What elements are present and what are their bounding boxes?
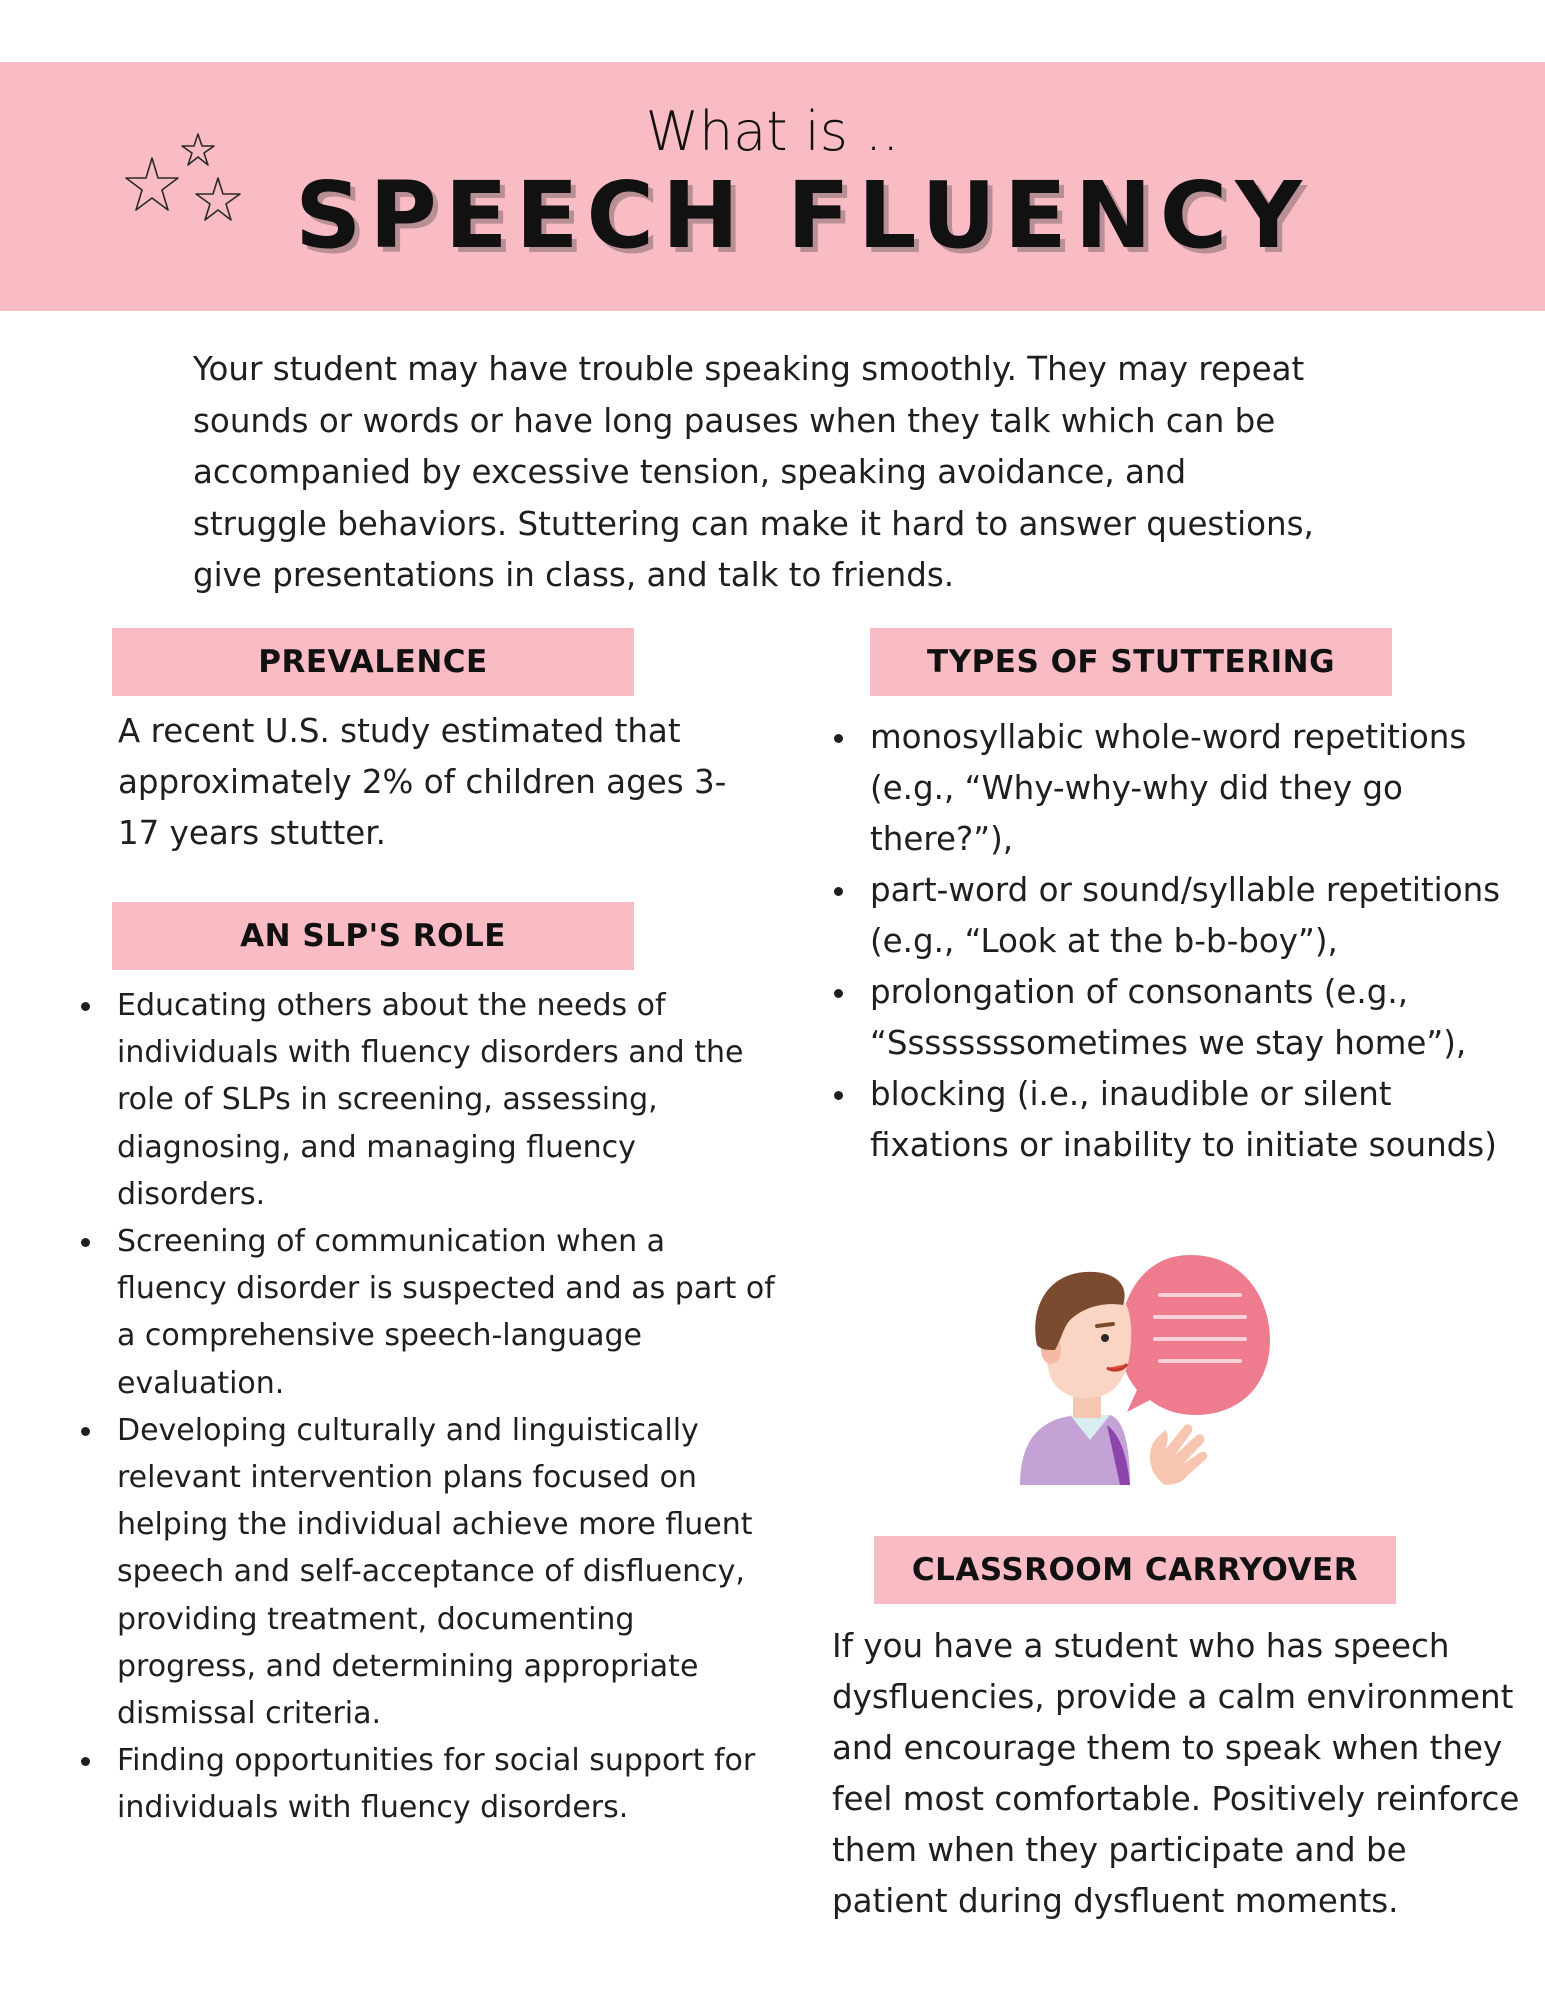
list-item: Developing culturally and linguistically relevant intervention plans focused on helping the individual achieve more fluent speech and self-acceptance of disfluency, providing treatment, documenting progress, and determining appropriate dismissal criteria. (81, 1407, 781, 1737)
slp-role-list (81, 982, 781, 1832)
list-item: Finding opportunities for social support for individuals with fluency disorders. (81, 1737, 781, 1831)
slp-role-heading: AN SLP'S ROLE (112, 902, 634, 970)
classroom-text: If you have a student who has speech dysfluencies, provide a calm environment and encourage them to speak when they feel most comfortable. Positively reinforce them when they participate and be patient during dysfluent moments. (832, 1627, 1520, 1920)
list-item: prolongation of consonants (e.g., “Ssssssssometimes we stay home”), (834, 967, 1524, 1069)
list-item: blocking (i.e., inaudible or silent fixations or inability to initiate sounds) (834, 1069, 1524, 1171)
list-item: Screening of communication when a fluency disorder is suspected and as part of a comprehensive speech-language evaluation. (81, 1218, 781, 1407)
list-item: part-word or sound/syllable repetitions (e.g., “Look at the b-b-boy”), (834, 865, 1524, 967)
prevalence-text: A recent U.S. study estimated that approximately 2% of children ages 3-17 years stutter. (118, 712, 727, 852)
prevalence-heading: PREVALENCE (112, 628, 634, 696)
types-heading: TYPES OF STUTTERING (870, 628, 1392, 696)
list-item: Educating others about the needs of individuals with fluency disorders and the role of SLPs in screening, assessing, diagnosing, and managing fluency disorders. (81, 982, 781, 1218)
list-item: monosyllabic whole-word repetitions (e.g., “Why-why-why did they go there?”), (834, 712, 1524, 865)
page-title: SPEECH FLUENCY (295, 162, 1310, 269)
intro-paragraph: Your student may have trouble speaking smoothly. They may repeat sounds or words or have long pauses when they talk which can be accompanied by excessive tension, speaking avoidance, and struggle behaviors. Stuttering can make it hard to answer questions, give presentations in class, and talk to friends. (193, 350, 1314, 594)
pre-title: What is .. (645, 100, 900, 163)
types-list (834, 712, 1524, 1171)
speaking-person-icon (1015, 1250, 1275, 1485)
classroom-heading: CLASSROOM CARRYOVER (874, 1536, 1396, 1604)
